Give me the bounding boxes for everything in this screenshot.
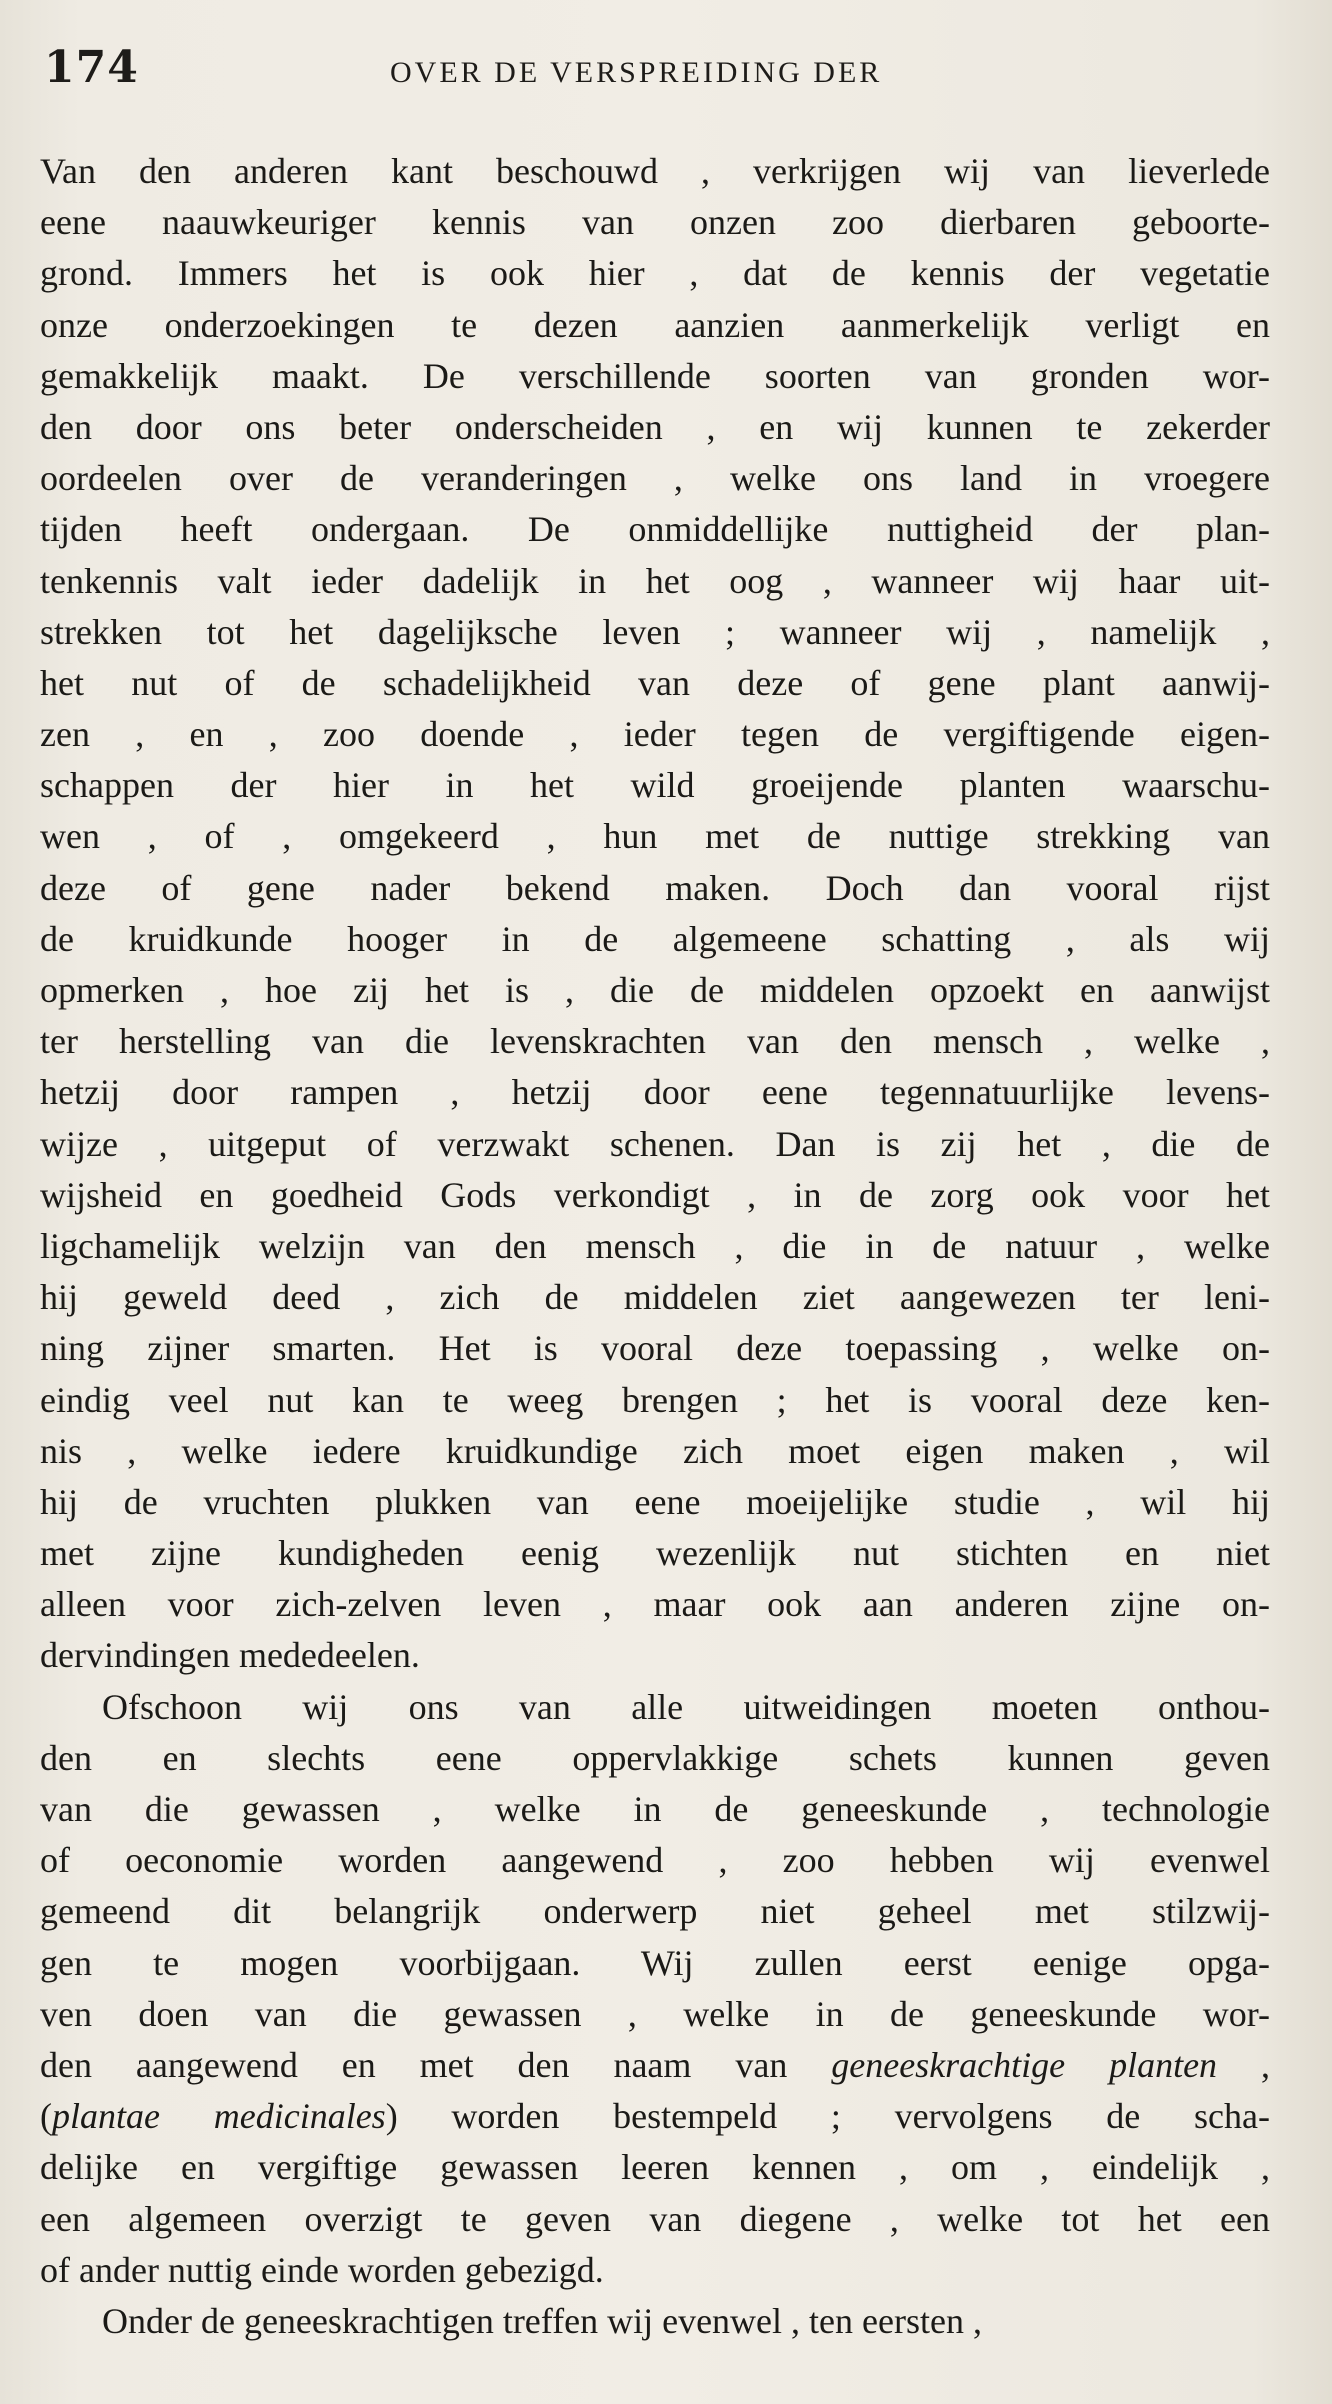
text-line [40,2091,1270,2142]
text-segment: met zijne kundigheden eenig wezenlijk nut stichten en niet [40,1533,1270,1574]
text-line [40,453,1270,504]
text-line [40,556,1270,607]
text-line [40,1630,1270,1681]
text-segment: ven doen van die gewassen , welke in de geneeskunde wor- [40,1993,1270,2034]
text-segment: tenkennis valt ieder dadelijk in het oog , wanneer wij haar uit- [40,560,1270,601]
text-line [40,1067,1270,1118]
page-number: 174 [44,42,139,93]
text-segment: Ofschoon wij ons van alle uitweidingen moeten onthou- [102,1686,1270,1727]
text-segment: van die gewassen , welke in de geneeskunde , technologie [40,1789,1270,1829]
text-segment: den aangewend en met den naam van [40,2044,832,2085]
text-segment: den door ons beter onderscheiden , en wij kunnen te zekerder [40,406,1270,447]
text-segment: wen , of , omgekeerd , hun met de nuttige strekking van [40,816,1270,857]
text-line [40,300,1270,351]
text-line [40,1579,1270,1630]
text-line [40,1272,1270,1323]
text-segment: de kruidkunde hooger in de algemeene schatting , als wij [40,918,1270,959]
text-segment: Van den anderen kant beschouwd , verkrijgen wij van lieverlede [40,151,1270,191]
text-segment: wijsheid en goedheid Gods verkondigt , in de zorg ook voor het [40,1174,1270,1215]
body-text [40,146,1270,2347]
text-segment: tijden heeft ondergaan. De onmiddellijke nuttigheid der plan- [40,509,1270,550]
text-segment: gen te mogen voorbijgaan. Wij zullen eerst eenige opga- [40,1942,1270,1983]
text-segment: gemeend dit belangrijk onderwerp niet geheel met stilzwij- [40,1891,1270,1932]
text-line [40,248,1270,299]
text-line [40,146,1270,197]
text-segment: ligchamelijk welzijn van den mensch , die in de natuur , welke [40,1225,1270,1266]
text-line [40,1119,1270,1170]
text-segment: schappen der hier in het wild groeijende planten waarschu- [40,765,1270,806]
text-segment: ter herstelling van die levenskrachten van den mensch , welke , [40,1021,1270,1062]
text-segment: zen , en , zoo doende , ieder tegen de vergiftigende eigen- [40,714,1270,755]
text-line [40,811,1270,862]
text-segment: een algemeen overzigt te geven van diegene , welke tot het een [40,2198,1270,2239]
text-line [40,2245,1270,2296]
text-line [40,709,1270,760]
text-segment: wijze , uitgeput of verzwakt schenen. Dan is zij het , die de [40,1123,1270,1164]
text-line [40,607,1270,658]
text-segment: hij geweld deed , zich de middelen ziet aangewezen ter leni- [40,1277,1270,1318]
text-segment: hetzij door rampen , hetzij door eene tegennatuurlijke levens- [40,1072,1270,1113]
text-line [40,1886,1270,1937]
paragraph [40,1682,1270,2296]
text-line [40,402,1270,453]
text-line [40,351,1270,402]
text-segment: strekken tot het dagelijksche leven ; wanneer wij , namelijk , [40,611,1270,652]
text-segment: delijke en vergiftige gewassen leeren kennen , om , eindelijk , [40,2147,1270,2188]
text-line [40,1221,1270,1272]
text-segment: dervindingen mededeelen. [40,1635,420,1676]
text-line [40,658,1270,709]
text-line [40,1733,1270,1784]
text-line [40,1477,1270,1528]
text-segment: gemakkelijk maakt. De verschillende soorten van gronden wor- [40,355,1270,396]
text-line [40,2296,1270,2347]
text-segment: hij de vruchten plukken van eene moeijelijke studie , wil hij [40,1481,1270,1522]
text-line [40,1016,1270,1067]
text-segment: of oeconomie worden aangewend , zoo hebben wij evenwel [40,1840,1270,1881]
text-segment: ning zijner smarten. Het is vooral deze toepassing , welke on- [40,1328,1270,1369]
text-segment: den en slechts eene oppervlakkige schets kunnen geven [40,1737,1270,1778]
text-line [40,1426,1270,1477]
text-segment: oordeelen over de veranderingen , welke ons land in vroegere [40,458,1270,499]
text-line [40,1375,1270,1426]
text-line [40,2194,1270,2245]
text-segment: , [1217,2044,1270,2085]
italic-term: geneeskrachtige planten [831,2044,1218,2085]
text-line [40,1989,1270,2040]
text-line [40,1528,1270,1579]
text-segment: Onder de geneeskrachtigen treffen wij evenwel , ten eersten , [102,2300,982,2341]
paragraph [40,2296,1270,2347]
text-line [40,760,1270,811]
text-segment: nis , welke iedere kruidkundige zich moet eigen maken , wil [40,1430,1270,1471]
text-line [40,504,1270,555]
text-line [40,1784,1270,1835]
text-segment: het nut of de schadelijkheid van deze of gene plant aanwij- [40,662,1270,703]
text-segment: ) worden bestempeld ; vervolgens de scha- [385,2096,1270,2137]
text-line [40,1323,1270,1374]
text-line [40,1835,1270,1886]
text-segment: grond. Immers het is ook hier , dat de kennis der vegetatie [40,253,1270,294]
text-segment: deze of gene nader bekend maken. Doch dan vooral rijst [40,867,1270,908]
text-line [40,914,1270,965]
italic-term: plantae medicinales [52,2096,386,2137]
text-segment: eene naauwkeuriger kennis van onzen zoo dierbaren geboorte- [40,202,1270,243]
text-segment: of ander nuttig einde worden gebezigd. [40,2249,604,2290]
text-segment: opmerken , hoe zij het is , die de middelen opzoekt en aanwijst [40,970,1270,1010]
text-line [40,965,1270,1016]
text-segment: onze onderzoekingen te dezen aanzien aanmerkelijk verligt en [40,304,1270,345]
text-line [40,863,1270,914]
running-head: OVER DE VERSPREIDING DER [390,56,883,89]
page-header [44,42,1284,102]
text-segment: eindig veel nut kan te weeg brengen ; het is vooral deze ken- [40,1379,1270,1420]
text-line [40,197,1270,248]
text-segment: ( [40,2096,52,2137]
text-line [40,2142,1270,2193]
text-segment: alleen voor zich-zelven leven , maar ook aan anderen zijne on- [40,1584,1270,1625]
text-line [40,1938,1270,1989]
text-line [40,1170,1270,1221]
text-line [40,1682,1270,1733]
paragraph [40,146,1270,1682]
text-line [40,2040,1270,2091]
